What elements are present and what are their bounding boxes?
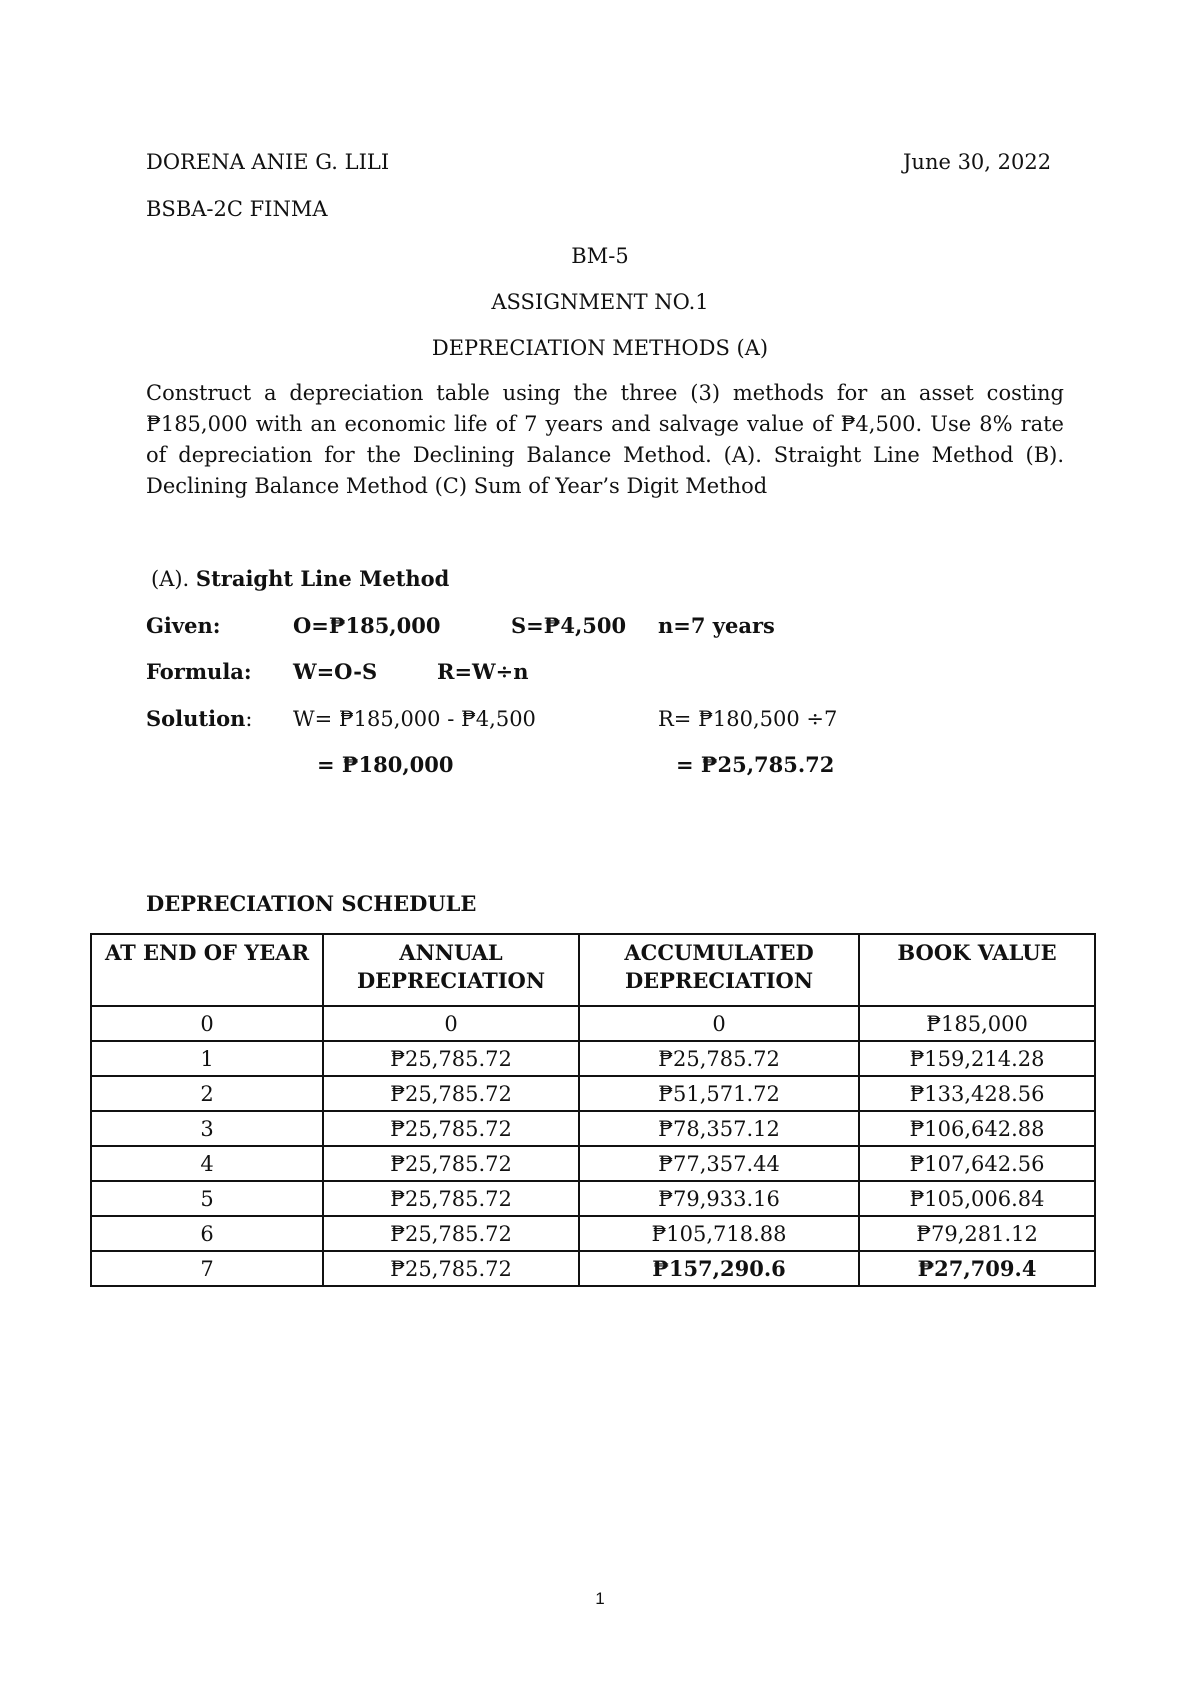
subject-code: BM-5 (571, 244, 629, 268)
cell-book-value: ₱105,006.84 (859, 1181, 1095, 1216)
formula-label: Formula: (146, 659, 252, 684)
cell-book-value: ₱106,642.88 (859, 1111, 1095, 1146)
method-prefix: (A). (151, 567, 190, 591)
table-row (91, 1111, 1095, 1146)
cell-annual-depreciation: ₱25,785.72 (323, 1181, 579, 1216)
cell-year: 6 (91, 1216, 323, 1251)
given-label: Given: (146, 613, 221, 638)
table-row (91, 1181, 1095, 1216)
table-row (91, 1146, 1095, 1181)
cell-accumulated-depreciation: ₱78,357.12 (579, 1111, 859, 1146)
column-header-accumulated-depreciation: ACCUMULATED DEPRECIATION (579, 934, 859, 1006)
column-header-annual-depreciation: ANNUAL DEPRECIATION (323, 934, 579, 1006)
cell-accumulated-depreciation: ₱77,357.44 (579, 1146, 859, 1181)
cell-book-value: ₱185,000 (859, 1006, 1095, 1041)
page-number: 1 (595, 1589, 605, 1608)
table-row (91, 1251, 1095, 1286)
cell-book-value: ₱107,642.56 (859, 1146, 1095, 1181)
cell-year: 2 (91, 1076, 323, 1111)
given-cost: O=₱185,000 (293, 613, 441, 638)
cell-accumulated-depreciation: ₱105,718.88 (579, 1216, 859, 1251)
formula-w: W=O-S (293, 659, 378, 684)
method-title: Straight Line Method (195, 566, 450, 591)
cell-annual-depreciation: ₱25,785.72 (323, 1146, 579, 1181)
solution-colon: : (245, 707, 253, 731)
cell-accumulated-depreciation: ₱25,785.72 (579, 1041, 859, 1076)
table-row (91, 1076, 1095, 1111)
given-life: n=7 years (658, 613, 775, 638)
solution-w-result: = ₱180,000 (317, 752, 454, 777)
assignment-title: ASSIGNMENT NO.1 (491, 290, 709, 314)
student-name: DORENA ANIE G. LILI (146, 150, 390, 174)
course-section: BSBA-2C FINMA (146, 197, 328, 221)
cell-annual-depreciation: ₱25,785.72 (323, 1041, 579, 1076)
cell-accumulated-depreciation: 0 (579, 1006, 859, 1041)
instructions-paragraph: Construct a depreciation table using the three (3) methods for an asset costing ₱185,000 with an economic life of 7 years and salvage value of ₱4,500. Use 8% rate of depreciation for the Declining Balance Method. (A). Straight Line Method (B). Declining Balance Method (C) Sum of Year’s Digit Method (146, 381, 1064, 498)
cell-book-value: ₱79,281.12 (859, 1216, 1095, 1251)
method-heading (151, 567, 449, 591)
given-salvage: S=₱4,500 (511, 613, 627, 638)
formula-r: R=W÷n (437, 659, 529, 684)
solution-r-expression: R= ₱180,500 ÷7 (658, 707, 838, 731)
cell-book-value: ₱133,428.56 (859, 1076, 1095, 1111)
cell-year: 1 (91, 1041, 323, 1076)
cell-book-value: ₱27,709.4 (859, 1251, 1095, 1286)
submission-date: June 30, 2022 (903, 150, 1052, 174)
cell-accumulated-depreciation: ₱79,933.16 (579, 1181, 859, 1216)
cell-accumulated-depreciation: ₱157,290.6 (579, 1251, 859, 1286)
cell-annual-depreciation: ₱25,785.72 (323, 1216, 579, 1251)
cell-annual-depreciation: ₱25,785.72 (323, 1076, 579, 1111)
cell-annual-depreciation: ₱25,785.72 (323, 1111, 579, 1146)
solution-label (146, 707, 252, 731)
cell-year: 3 (91, 1111, 323, 1146)
cell-annual-depreciation: ₱25,785.72 (323, 1251, 579, 1286)
cell-year: 7 (91, 1251, 323, 1286)
cell-year: 0 (91, 1006, 323, 1041)
column-header-year: AT END OF YEAR (91, 934, 323, 1006)
topic-title: DEPRECIATION METHODS (A) (431, 336, 769, 360)
cell-year: 5 (91, 1181, 323, 1216)
cell-year: 4 (91, 1146, 323, 1181)
cell-annual-depreciation: 0 (323, 1006, 579, 1041)
depreciation-schedule-table (90, 933, 1096, 1287)
solution-label-text: Solution (146, 706, 246, 731)
table-row (91, 1216, 1095, 1251)
table-row (91, 1041, 1095, 1076)
solution-w-expression: W= ₱185,000 - ₱4,500 (293, 707, 536, 731)
table-row (91, 1006, 1095, 1041)
schedule-title: DEPRECIATION SCHEDULE (146, 891, 477, 916)
cell-accumulated-depreciation: ₱51,571.72 (579, 1076, 859, 1111)
table-header-row (91, 934, 1095, 1006)
solution-r-result: = ₱25,785.72 (676, 752, 835, 777)
cell-book-value: ₱159,214.28 (859, 1041, 1095, 1076)
column-header-book-value: BOOK VALUE (859, 934, 1095, 1006)
